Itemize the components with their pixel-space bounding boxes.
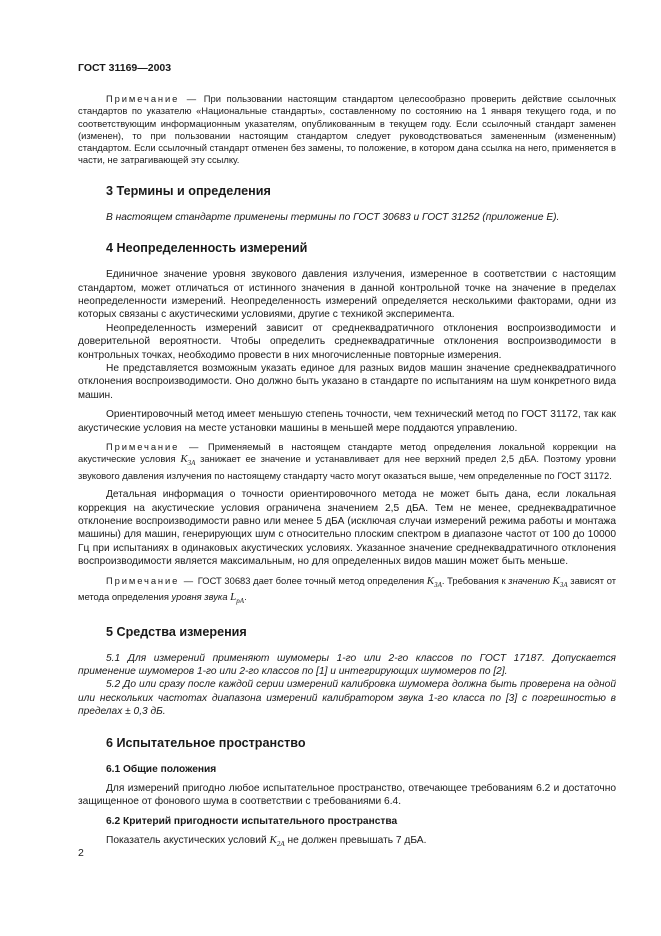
note-label: Примечание —: [106, 441, 201, 453]
section-4-title: 4 Неопределенность измерений: [106, 241, 308, 256]
page-content: [78, 93, 616, 852]
note-text: Применяемый в настоящем стандарте метод определения локальной коррекции на акустические условия: [78, 441, 616, 465]
section-4-paragraph-2: Неопределенность измерений зависит от среднеквадратичного отклонения воспроизводимости и доверительной вероятности. Чтобы определить среднеквадратичные отклонения воспроизводимости в контрольных точках, необходимо провести в них многочисленные повторные измерения.: [78, 322, 616, 361]
intro-note: [78, 93, 616, 167]
note-text: При пользовании настоящим стандартом целесообразно проверить действие ссылочных стандартов по указателю «Национальные стандарты», составленному по состоянию на 1 января текущего года, и по соответствующим информационным указателям, опубликованным в текущем году. Если ссылочный стандарт заменен (изменен), то при пользовании настоящим стандартом следует руководствоваться замененным (измененным) стандартом. Если ссылочный стандарт отменен без замены, то положение, в котором дана ссылка на него, применяется в части, не затрагивающей эту ссылку.: [78, 93, 616, 166]
note-label: Примечание —: [106, 93, 199, 104]
subsection-6-1-title: 6.1 Общие положения: [106, 763, 217, 775]
note-label: Примечание —: [106, 574, 196, 586]
subsection-6-1-text: Для измерений пригодно любое испытательное пространство, отвечающее требованиям 6.2 и достаточно защищенное от фонового шума в соответствии с требованиями 6.4.: [78, 782, 616, 808]
k3a-symbol: $K_{3A}$: [180, 453, 196, 468]
page-number: 2: [78, 847, 84, 859]
section-4-paragraph-1: Единичное значение уровня звукового давления излучения, измеренное в соответствии с настоящим стандартом, может отличаться от истинного значения в данной контрольной точке на значение в пределах неопределенности измерений. Неопределенность измерений определяется несколькими факторами, одни из которых связаны с акустическими условиями, другие с техникой эксперимента.: [78, 269, 616, 321]
note-text: занижает ее значение и устанавливает для нее верхний предел 2,5 дБА. Поэтому уровни звукового давления излучения по настоящему стандарту часто могут оказаться выше, чем определенные по ГОСТ 31172.: [78, 453, 616, 481]
lpa-symbol: $L_{pA}$: [230, 591, 245, 606]
section-5-title: 5 Средства измерения: [106, 624, 247, 639]
section-3-title: 3 Термины и определения: [106, 183, 271, 198]
k3a-symbol: $K_{3A}$: [426, 574, 442, 589]
subsection-6-2-title: 6.2 Критерий пригодности испытательного пространства: [106, 815, 398, 827]
section-4-paragraph-5: Детальная информация о точности ориентировочного метода не может быть дана, если локальная коррекция на акустические условия ограничена значением 2,5 дБА. Тем не менее, среднеквадратичное отклонение воспроизводимости равно или менее 5 дБА (исключая случаи измерений режима работы и монтажа машины) для машин, генерирующих шум с относительно плоским спектром в диапазоне частот от 100 до 10000 Гц при испытаниях в одинаковых акустических условиях. Указанное значение среднеквадратичного отклонения воспроизводимости является максимальным, но для определенных видов машин может быть меньше.: [78, 489, 616, 568]
section-4-paragraph-3: Не представляется возможным указать единое для разных видов машин значение среднеквадратичного отклонения воспроизводимости. Оно должно быть указано в стандарте по испытаниям на шум конкретного вида машин.: [78, 363, 616, 401]
section-5-paragraph-1: 5.1 Для измерений применяют шумомеры 1-го или 2-го классов по ГОСТ 17187. Допускается применение шумомеров 1-го или 2-го классов по [1] и интегрирующих шумомеров по [2].: [78, 652, 616, 677]
k3a-symbol: $K_{3A}$: [552, 574, 568, 589]
subsection-6-2-text: Показатель акустических условий $K_{2A}$ не должен превышать 7 дБА.: [106, 834, 427, 849]
section-6-title: 6 Испытательное пространство: [106, 735, 306, 750]
section-4-note-2: Примечание — ГОСТ 30683 дает более точный метод определения $K_{3A}$. Требования к значению $K_{3A}$ зависят от метода определения уровня звука $L_{pA}$.: [78, 574, 616, 606]
section-4-paragraph-4: Ориентировочный метод имеет меньшую степень точности, чем технический метод по ГОСТ 31172, так как акустические условия на месте установки машины в меньшей мере поддаются управлению.: [78, 409, 616, 434]
document-code-header: ГОСТ 31169—2003: [78, 62, 172, 74]
section-4-note-1: [78, 441, 616, 482]
k2a-symbol: $K_{2A}$: [269, 834, 285, 849]
section-3-text: В настоящем стандарте применены термины по ГОСТ 30683 и ГОСТ 31252 (приложение Е).: [106, 211, 560, 223]
section-5-paragraph-2: 5.2 До или сразу после каждой серии измерений калибровка шумомера должна быть проверена на одной или нескольких частотах диапазона измерений калибратором звука 1-го класса по [3] с погрешностью в пределах ± 0,3 дБ.: [78, 679, 616, 718]
